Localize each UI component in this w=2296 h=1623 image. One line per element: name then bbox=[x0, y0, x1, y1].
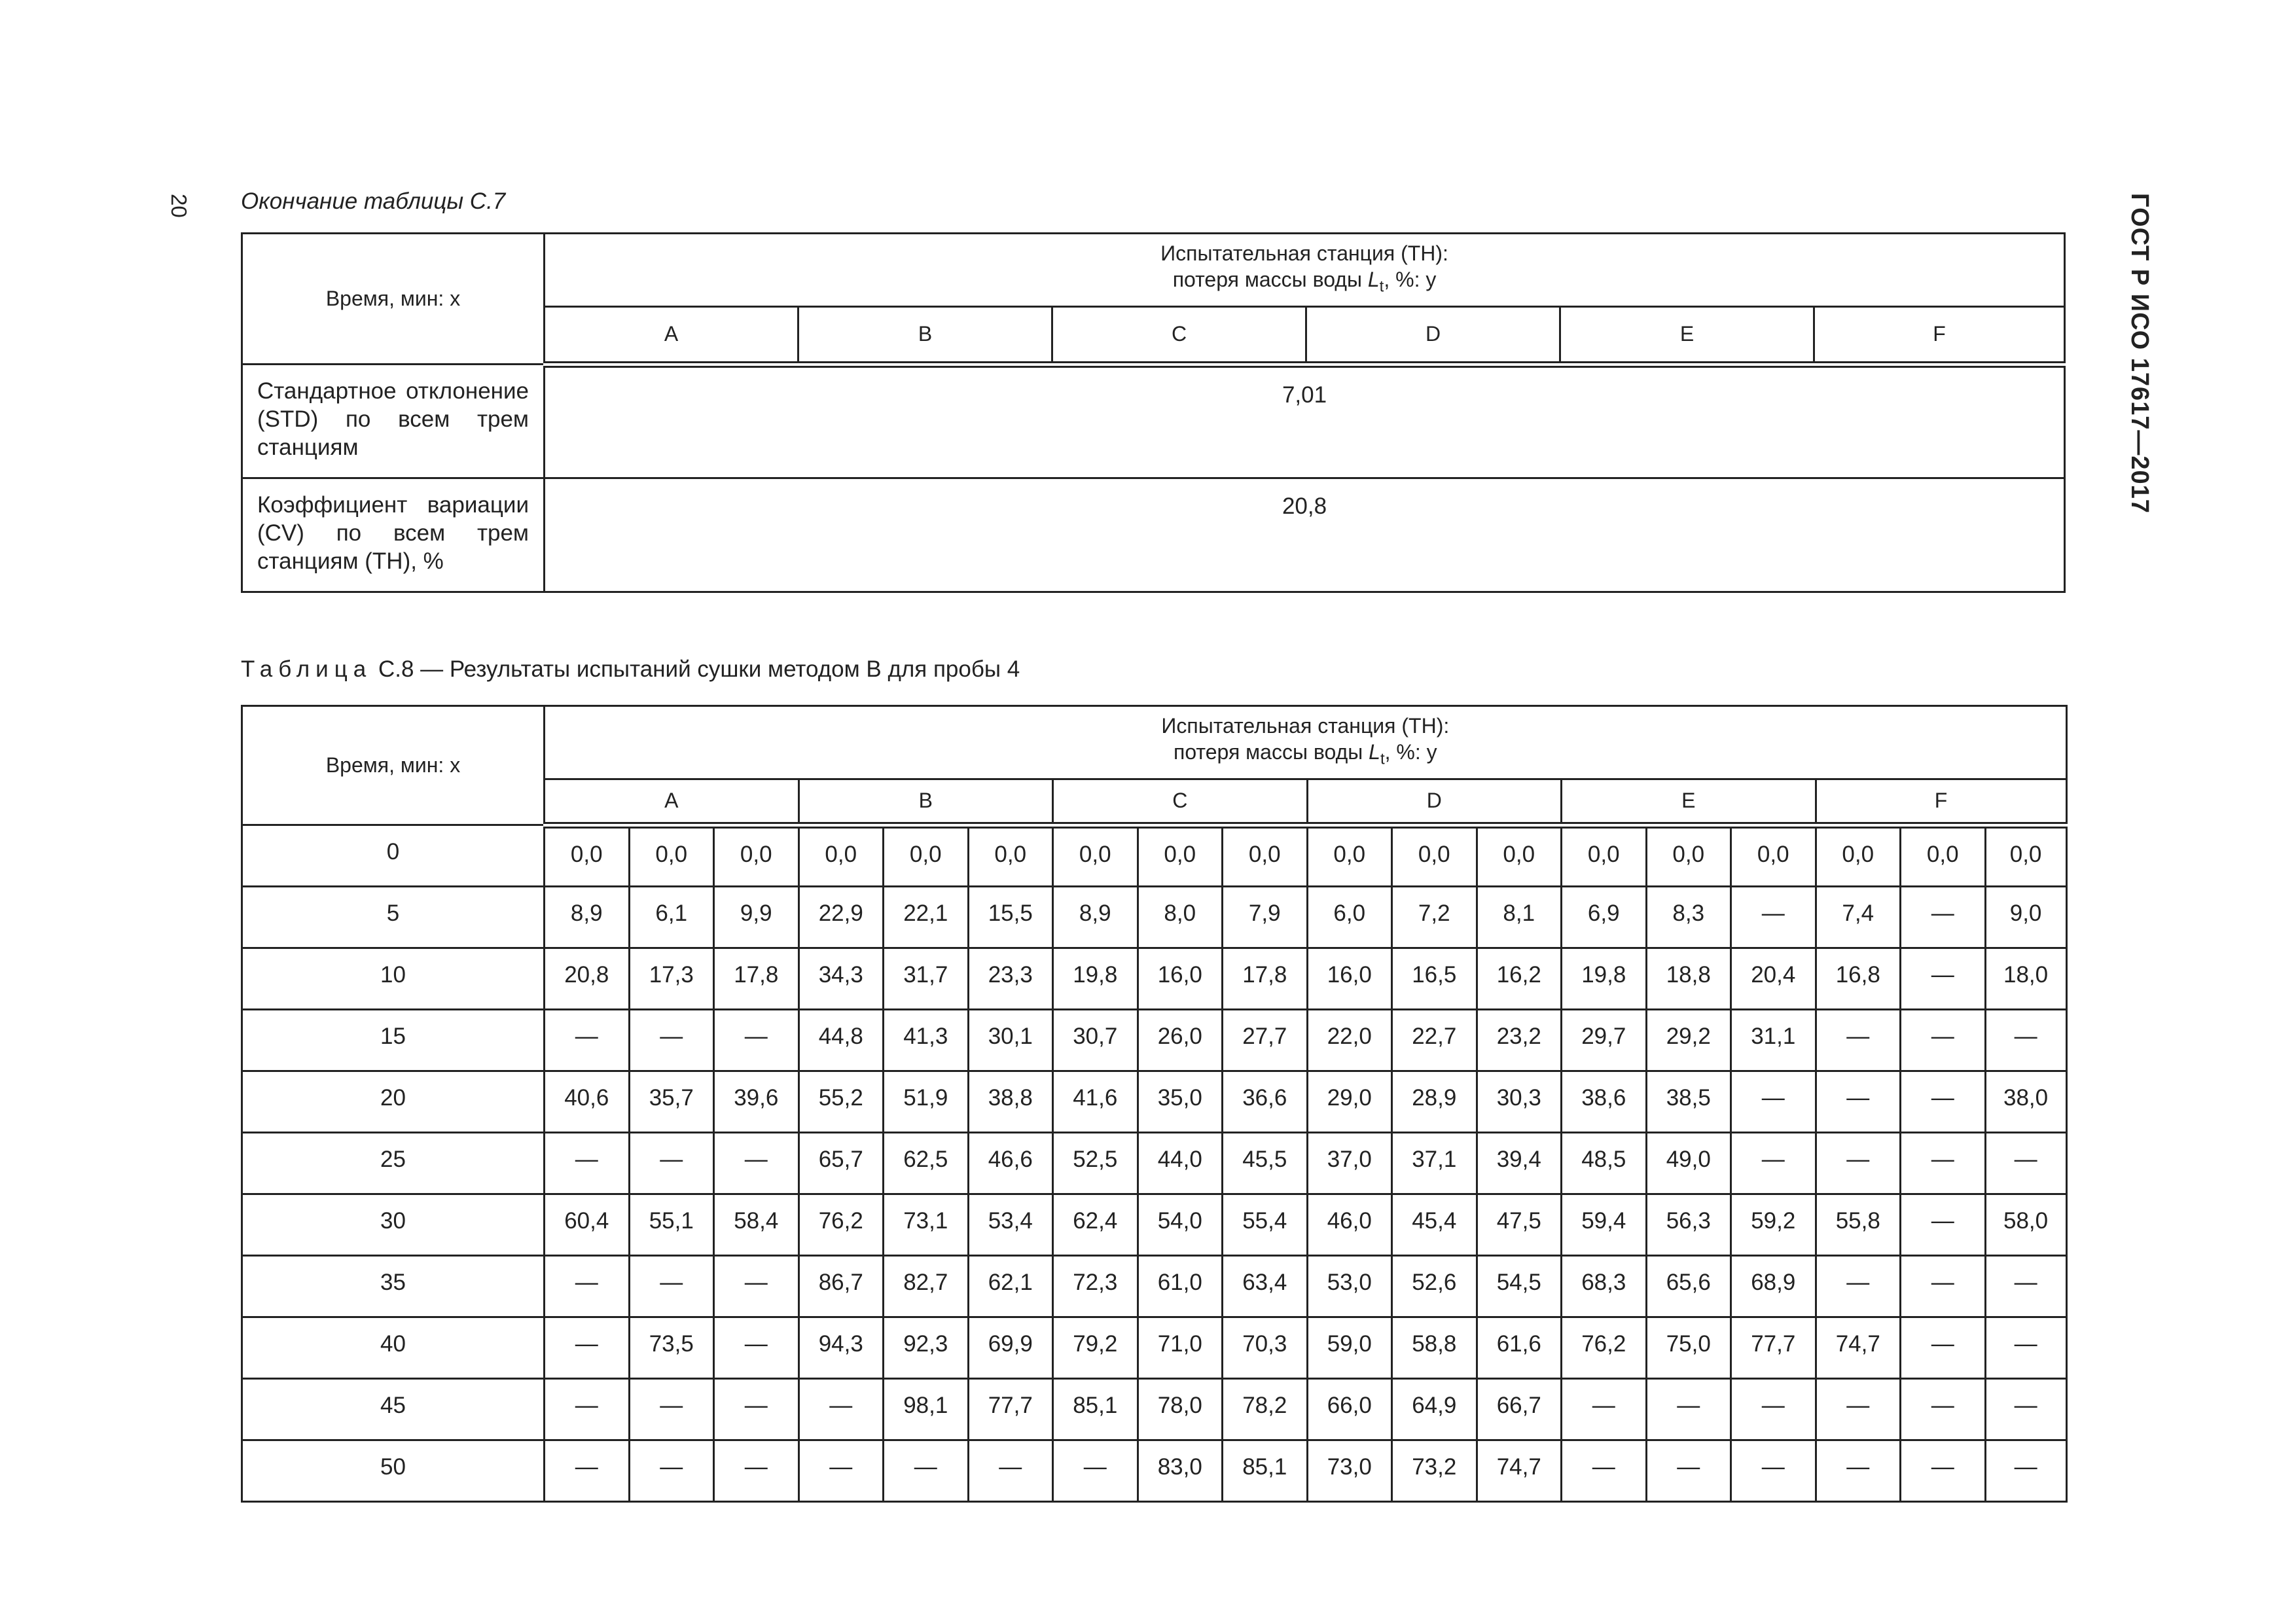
table-row bbox=[242, 1317, 2067, 1379]
value-cell: 0,0 bbox=[1816, 825, 1901, 887]
value-cell: 54,0 bbox=[1138, 1194, 1223, 1256]
value-cell: 29,0 bbox=[1307, 1071, 1392, 1133]
station-header-suffix: , %: у bbox=[1384, 267, 1437, 291]
value-cell: 65,7 bbox=[798, 1133, 884, 1194]
value-cell: 73,0 bbox=[1307, 1440, 1392, 1502]
value-cell: — bbox=[1901, 1379, 1986, 1440]
value-cell: 8,9 bbox=[545, 887, 630, 948]
table-c7-continuation-caption: Окончание таблицы С.7 bbox=[241, 188, 506, 214]
value-cell: 0,0 bbox=[968, 825, 1053, 887]
value-cell: 20,8 bbox=[545, 948, 630, 1010]
value-cell: — bbox=[1816, 1440, 1901, 1502]
value-cell: 55,8 bbox=[1816, 1194, 1901, 1256]
std-row-value: 7,01 bbox=[545, 365, 2065, 478]
value-cell: 52,5 bbox=[1053, 1133, 1138, 1194]
station-c-header: C bbox=[1052, 307, 1306, 365]
time-cell: 40 bbox=[242, 1317, 545, 1379]
value-cell: — bbox=[714, 1010, 799, 1071]
value-cell: 8,9 bbox=[1053, 887, 1138, 948]
table-row bbox=[242, 1071, 2067, 1133]
value-cell: 41,3 bbox=[884, 1010, 969, 1071]
value-cell: 73,1 bbox=[884, 1194, 969, 1256]
station-b-header: B bbox=[798, 779, 1053, 825]
value-cell: 27,7 bbox=[1223, 1010, 1308, 1071]
value-cell: 68,9 bbox=[1731, 1256, 1816, 1317]
value-cell: 38,6 bbox=[1562, 1071, 1647, 1133]
station-e-header: E bbox=[1560, 307, 1814, 365]
value-cell: 0,0 bbox=[1053, 825, 1138, 887]
value-cell: — bbox=[1985, 1379, 2066, 1440]
mass-loss-subscript: t bbox=[1380, 750, 1385, 768]
table-c8 bbox=[241, 705, 2068, 1503]
value-cell: 72,3 bbox=[1053, 1256, 1138, 1317]
time-cell: 10 bbox=[242, 948, 545, 1010]
value-cell: — bbox=[629, 1256, 714, 1317]
value-cell: — bbox=[798, 1440, 884, 1502]
value-cell: 56,3 bbox=[1646, 1194, 1731, 1256]
value-cell: 45,5 bbox=[1223, 1133, 1308, 1194]
value-cell: 38,0 bbox=[1985, 1071, 2066, 1133]
time-cell: 35 bbox=[242, 1256, 545, 1317]
value-cell: 59,0 bbox=[1307, 1317, 1392, 1379]
value-cell: — bbox=[714, 1379, 799, 1440]
value-cell: — bbox=[1816, 1071, 1901, 1133]
value-cell: — bbox=[884, 1440, 969, 1502]
value-cell: 8,3 bbox=[1646, 887, 1731, 948]
value-cell: 0,0 bbox=[884, 825, 969, 887]
value-cell: — bbox=[1816, 1379, 1901, 1440]
time-header: Время, мин: х bbox=[242, 234, 545, 365]
value-cell: 0,0 bbox=[1562, 825, 1647, 887]
time-cell: 50 bbox=[242, 1440, 545, 1502]
value-cell: — bbox=[1816, 1133, 1901, 1194]
value-cell: 82,7 bbox=[884, 1256, 969, 1317]
value-cell: 0,0 bbox=[798, 825, 884, 887]
value-cell: 98,1 bbox=[884, 1379, 969, 1440]
value-cell: 22,0 bbox=[1307, 1010, 1392, 1071]
value-cell: — bbox=[629, 1440, 714, 1502]
value-cell: 85,1 bbox=[1053, 1379, 1138, 1440]
value-cell: 22,7 bbox=[1392, 1010, 1477, 1071]
value-cell: — bbox=[1985, 1317, 2066, 1379]
value-cell: 39,6 bbox=[714, 1071, 799, 1133]
value-cell: 9,0 bbox=[1985, 887, 2066, 948]
value-cell: — bbox=[545, 1440, 630, 1502]
value-cell: 31,1 bbox=[1731, 1010, 1816, 1071]
value-cell: 16,8 bbox=[1816, 948, 1901, 1010]
value-cell: — bbox=[629, 1133, 714, 1194]
value-cell: — bbox=[714, 1133, 799, 1194]
station-d-header: D bbox=[1306, 307, 1560, 365]
value-cell: 6,1 bbox=[629, 887, 714, 948]
value-cell: — bbox=[545, 1379, 630, 1440]
value-cell: 20,4 bbox=[1731, 948, 1816, 1010]
station-header-prefix: потеря массы воды bbox=[1174, 740, 1369, 764]
table-c8-title bbox=[241, 656, 1020, 683]
mass-loss-variable: L bbox=[1367, 267, 1380, 291]
station-d-header: D bbox=[1307, 779, 1562, 825]
value-cell: 35,0 bbox=[1138, 1071, 1223, 1133]
value-cell: 63,4 bbox=[1223, 1256, 1308, 1317]
table-c8-title-word: Таблица bbox=[241, 656, 372, 682]
value-cell: 29,7 bbox=[1562, 1010, 1647, 1071]
value-cell: 85,1 bbox=[1223, 1440, 1308, 1502]
value-cell: 53,4 bbox=[968, 1194, 1053, 1256]
value-cell: 0,0 bbox=[1731, 825, 1816, 887]
station-a-header: A bbox=[545, 307, 798, 365]
value-cell: 36,6 bbox=[1223, 1071, 1308, 1133]
value-cell: — bbox=[1646, 1379, 1731, 1440]
value-cell: 0,0 bbox=[1901, 825, 1986, 887]
time-cell: 20 bbox=[242, 1071, 545, 1133]
value-cell: 34,3 bbox=[798, 948, 884, 1010]
value-cell: 77,7 bbox=[1731, 1317, 1816, 1379]
value-cell: 19,8 bbox=[1562, 948, 1647, 1010]
table-row bbox=[242, 1010, 2067, 1071]
value-cell: 78,0 bbox=[1138, 1379, 1223, 1440]
value-cell: 41,6 bbox=[1053, 1071, 1138, 1133]
value-cell: — bbox=[714, 1256, 799, 1317]
value-cell: 0,0 bbox=[1138, 825, 1223, 887]
value-cell: 17,8 bbox=[1223, 948, 1308, 1010]
value-cell: — bbox=[798, 1379, 884, 1440]
table-c8-title-text: С.8 — Результаты испытаний сушки методом В для пробы 4 bbox=[372, 656, 1020, 682]
mass-loss-subscript: t bbox=[1379, 277, 1384, 296]
value-cell: 22,1 bbox=[884, 887, 969, 948]
value-cell: 0,0 bbox=[1985, 825, 2066, 887]
cv-row-value: 20,8 bbox=[545, 478, 2065, 592]
time-cell: 45 bbox=[242, 1379, 545, 1440]
value-cell: — bbox=[1562, 1379, 1647, 1440]
value-cell: 16,0 bbox=[1138, 948, 1223, 1010]
page-number: 20 bbox=[167, 194, 191, 218]
station-f-header: F bbox=[1814, 307, 2065, 365]
value-cell: 17,8 bbox=[714, 948, 799, 1010]
value-cell: — bbox=[1646, 1440, 1731, 1502]
time-cell: 5 bbox=[242, 887, 545, 948]
station-header bbox=[545, 234, 2065, 307]
table-row bbox=[242, 948, 2067, 1010]
value-cell: — bbox=[968, 1440, 1053, 1502]
value-cell: 40,6 bbox=[545, 1071, 630, 1133]
value-cell: 15,5 bbox=[968, 887, 1053, 948]
value-cell: 66,7 bbox=[1477, 1379, 1562, 1440]
value-cell: 49,0 bbox=[1646, 1133, 1731, 1194]
value-cell: — bbox=[1731, 1379, 1816, 1440]
value-cell: 94,3 bbox=[798, 1317, 884, 1379]
time-cell: 0 bbox=[242, 825, 545, 887]
value-cell: — bbox=[1985, 1133, 2066, 1194]
value-cell: 55,1 bbox=[629, 1194, 714, 1256]
table-row bbox=[242, 1133, 2067, 1194]
value-cell: 70,3 bbox=[1223, 1317, 1308, 1379]
value-cell: 37,1 bbox=[1392, 1133, 1477, 1194]
value-cell: 46,0 bbox=[1307, 1194, 1392, 1256]
value-cell: 29,2 bbox=[1646, 1010, 1731, 1071]
value-cell: 0,0 bbox=[629, 825, 714, 887]
value-cell: — bbox=[1901, 887, 1986, 948]
value-cell: 23,2 bbox=[1477, 1010, 1562, 1071]
value-cell: — bbox=[1901, 1133, 1986, 1194]
table-row bbox=[242, 887, 2067, 948]
value-cell: 31,7 bbox=[884, 948, 969, 1010]
value-cell: 60,4 bbox=[545, 1194, 630, 1256]
value-cell: 0,0 bbox=[1392, 825, 1477, 887]
value-cell: 0,0 bbox=[1223, 825, 1308, 887]
value-cell: 18,8 bbox=[1646, 948, 1731, 1010]
value-cell: — bbox=[1901, 1440, 1986, 1502]
value-cell: 74,7 bbox=[1816, 1317, 1901, 1379]
value-cell: 58,0 bbox=[1985, 1194, 2066, 1256]
value-cell: 16,2 bbox=[1477, 948, 1562, 1010]
value-cell: 7,9 bbox=[1223, 887, 1308, 948]
value-cell: — bbox=[1731, 887, 1816, 948]
value-cell: 61,0 bbox=[1138, 1256, 1223, 1317]
value-cell: 54,5 bbox=[1477, 1256, 1562, 1317]
station-header bbox=[545, 706, 2067, 779]
value-cell: 73,5 bbox=[629, 1317, 714, 1379]
station-f-header: F bbox=[1816, 779, 2066, 825]
value-cell: 52,6 bbox=[1392, 1256, 1477, 1317]
value-cell: — bbox=[1816, 1256, 1901, 1317]
value-cell: 71,0 bbox=[1138, 1317, 1223, 1379]
value-cell: — bbox=[1901, 1317, 1986, 1379]
value-cell: 35,7 bbox=[629, 1071, 714, 1133]
value-cell: 58,4 bbox=[714, 1194, 799, 1256]
table-row bbox=[242, 1256, 2067, 1317]
value-cell: 0,0 bbox=[1307, 825, 1392, 887]
value-cell: — bbox=[1816, 1010, 1901, 1071]
value-cell: 16,5 bbox=[1392, 948, 1477, 1010]
mass-loss-variable: L bbox=[1369, 740, 1380, 764]
value-cell: 30,3 bbox=[1477, 1071, 1562, 1133]
value-cell: 19,8 bbox=[1053, 948, 1138, 1010]
value-cell: 76,2 bbox=[798, 1194, 884, 1256]
value-cell: — bbox=[1731, 1071, 1816, 1133]
value-cell: — bbox=[545, 1133, 630, 1194]
value-cell: — bbox=[1985, 1256, 2066, 1317]
value-cell: — bbox=[1901, 1010, 1986, 1071]
value-cell: 53,0 bbox=[1307, 1256, 1392, 1317]
table-c7-end bbox=[241, 232, 2066, 593]
value-cell: 92,3 bbox=[884, 1317, 969, 1379]
value-cell: 45,4 bbox=[1392, 1194, 1477, 1256]
value-cell: 47,5 bbox=[1477, 1194, 1562, 1256]
value-cell: 68,3 bbox=[1562, 1256, 1647, 1317]
value-cell: 55,2 bbox=[798, 1071, 884, 1133]
value-cell: 73,2 bbox=[1392, 1440, 1477, 1502]
station-a-header: A bbox=[545, 779, 799, 825]
value-cell: — bbox=[545, 1256, 630, 1317]
time-cell: 30 bbox=[242, 1194, 545, 1256]
value-cell: — bbox=[1901, 1194, 1986, 1256]
value-cell: 26,0 bbox=[1138, 1010, 1223, 1071]
station-header-prefix: потеря массы воды bbox=[1172, 267, 1368, 291]
value-cell: 51,9 bbox=[884, 1071, 969, 1133]
table-row bbox=[242, 1194, 2067, 1256]
station-c-header: C bbox=[1053, 779, 1308, 825]
value-cell: 58,8 bbox=[1392, 1317, 1477, 1379]
value-cell: 0,0 bbox=[714, 825, 799, 887]
value-cell: 17,3 bbox=[629, 948, 714, 1010]
value-cell: — bbox=[1731, 1133, 1816, 1194]
value-cell: 39,4 bbox=[1477, 1133, 1562, 1194]
value-cell: 62,5 bbox=[884, 1133, 969, 1194]
std-row-label: Стандартное отклонение (STD) по всем трем станциям bbox=[242, 365, 545, 478]
station-header-suffix: , %: у bbox=[1384, 740, 1437, 764]
value-cell: 38,8 bbox=[968, 1071, 1053, 1133]
value-cell: 66,0 bbox=[1307, 1379, 1392, 1440]
value-cell: 38,5 bbox=[1646, 1071, 1731, 1133]
value-cell: 30,7 bbox=[1053, 1010, 1138, 1071]
value-cell: 75,0 bbox=[1646, 1317, 1731, 1379]
time-cell: 25 bbox=[242, 1133, 545, 1194]
value-cell: 86,7 bbox=[798, 1256, 884, 1317]
value-cell: — bbox=[1731, 1440, 1816, 1502]
value-cell: 37,0 bbox=[1307, 1133, 1392, 1194]
station-header-line1: Испытательная станция (ТН): bbox=[1161, 713, 1450, 738]
station-header-line1: Испытательная станция (ТН): bbox=[1160, 241, 1448, 265]
value-cell: — bbox=[1985, 1010, 2066, 1071]
value-cell: — bbox=[714, 1440, 799, 1502]
value-cell: 74,7 bbox=[1477, 1440, 1562, 1502]
value-cell: 28,9 bbox=[1392, 1071, 1477, 1133]
value-cell: 59,2 bbox=[1731, 1194, 1816, 1256]
value-cell: 6,0 bbox=[1307, 887, 1392, 948]
station-b-header: B bbox=[798, 307, 1052, 365]
value-cell: — bbox=[1901, 1256, 1986, 1317]
value-cell: 23,3 bbox=[968, 948, 1053, 1010]
value-cell: 9,9 bbox=[714, 887, 799, 948]
value-cell: — bbox=[1053, 1440, 1138, 1502]
value-cell: 44,8 bbox=[798, 1010, 884, 1071]
cv-row-label: Коэффициент вариации (CV) по всем трем станциям (ТН), % bbox=[242, 478, 545, 592]
value-cell: 76,2 bbox=[1562, 1317, 1647, 1379]
value-cell: 77,7 bbox=[968, 1379, 1053, 1440]
value-cell: 7,4 bbox=[1816, 887, 1901, 948]
value-cell: 7,2 bbox=[1392, 887, 1477, 948]
value-cell: 0,0 bbox=[545, 825, 630, 887]
time-cell: 15 bbox=[242, 1010, 545, 1071]
value-cell: 0,0 bbox=[1477, 825, 1562, 887]
value-cell: 16,0 bbox=[1307, 948, 1392, 1010]
value-cell: 69,9 bbox=[968, 1317, 1053, 1379]
value-cell: 61,6 bbox=[1477, 1317, 1562, 1379]
time-header: Время, мин: х bbox=[242, 706, 545, 825]
station-e-header: E bbox=[1562, 779, 1816, 825]
value-cell: 48,5 bbox=[1562, 1133, 1647, 1194]
value-cell: 6,9 bbox=[1562, 887, 1647, 948]
value-cell: 22,9 bbox=[798, 887, 884, 948]
value-cell: 55,4 bbox=[1223, 1194, 1308, 1256]
document-code: ГОСТ Р ИСО 17617—2017 bbox=[2126, 193, 2153, 514]
value-cell: 8,0 bbox=[1138, 887, 1223, 948]
value-cell: — bbox=[629, 1010, 714, 1071]
value-cell: — bbox=[1985, 1440, 2066, 1502]
value-cell: 46,6 bbox=[968, 1133, 1053, 1194]
value-cell: 64,9 bbox=[1392, 1379, 1477, 1440]
value-cell: 79,2 bbox=[1053, 1317, 1138, 1379]
table-row bbox=[242, 1379, 2067, 1440]
value-cell: — bbox=[1562, 1440, 1647, 1502]
value-cell: — bbox=[1901, 1071, 1986, 1133]
value-cell: 78,2 bbox=[1223, 1379, 1308, 1440]
value-cell: — bbox=[714, 1317, 799, 1379]
value-cell: — bbox=[1901, 948, 1986, 1010]
value-cell: 62,4 bbox=[1053, 1194, 1138, 1256]
value-cell: 18,0 bbox=[1985, 948, 2066, 1010]
value-cell: 65,6 bbox=[1646, 1256, 1731, 1317]
value-cell: 8,1 bbox=[1477, 887, 1562, 948]
value-cell: 59,4 bbox=[1562, 1194, 1647, 1256]
value-cell: 62,1 bbox=[968, 1256, 1053, 1317]
value-cell: — bbox=[545, 1317, 630, 1379]
value-cell: — bbox=[629, 1379, 714, 1440]
table-row bbox=[242, 1440, 2067, 1502]
table-row bbox=[242, 825, 2067, 887]
value-cell: 30,1 bbox=[968, 1010, 1053, 1071]
value-cell: 83,0 bbox=[1138, 1440, 1223, 1502]
value-cell: 44,0 bbox=[1138, 1133, 1223, 1194]
value-cell: 0,0 bbox=[1646, 825, 1731, 887]
value-cell: — bbox=[545, 1010, 630, 1071]
